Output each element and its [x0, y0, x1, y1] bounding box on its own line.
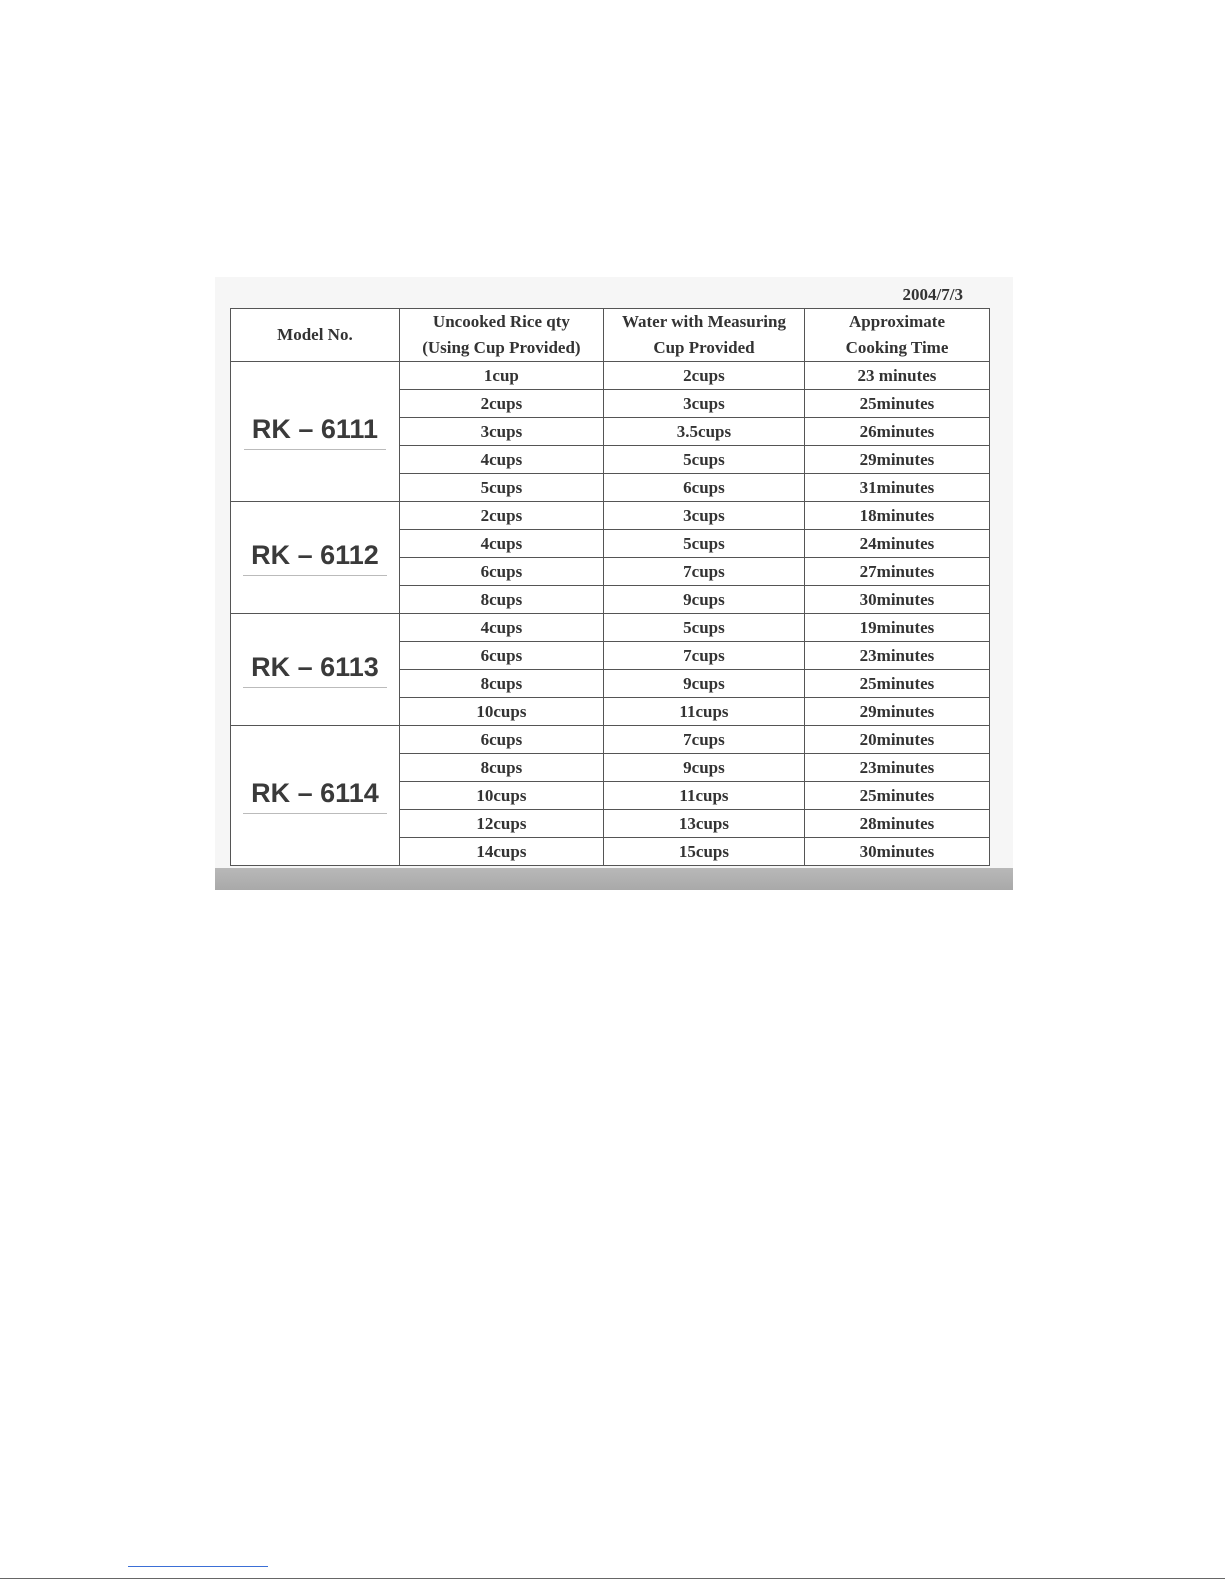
table-row — [231, 614, 990, 642]
rice-qty-cell: 4cups — [399, 614, 603, 642]
model-name: RK – 6111 — [244, 414, 386, 450]
header-cooking-time: Approximate Cooking Time — [804, 309, 989, 362]
cooking-time-cell: 26minutes — [804, 418, 989, 446]
rice-qty-cell: 4cups — [399, 446, 603, 474]
scanned-table-image — [215, 277, 1013, 890]
water-qty-cell: 2cups — [603, 362, 804, 390]
rice-qty-cell: 12cups — [399, 810, 603, 838]
cooking-chart-table — [230, 308, 990, 866]
rice-qty-cell: 10cups — [399, 698, 603, 726]
cooking-time-cell: 25minutes — [804, 390, 989, 418]
model-name: RK – 6114 — [243, 778, 387, 814]
footnote-separator — [128, 1566, 268, 1567]
cooking-time-cell: 25minutes — [804, 670, 989, 698]
rice-qty-cell: 1cup — [399, 362, 603, 390]
rice-qty-cell: 8cups — [399, 586, 603, 614]
cooking-time-cell: 28minutes — [804, 810, 989, 838]
header-row — [231, 309, 990, 362]
cooking-time-cell: 27minutes — [804, 558, 989, 586]
rice-qty-cell: 6cups — [399, 558, 603, 586]
header-uncooked-rice: Uncooked Rice qty (Using Cup Provided) — [399, 309, 603, 362]
model-cell — [231, 726, 400, 866]
scan-edge-band — [215, 868, 1013, 890]
cooking-time-cell: 23 minutes — [804, 362, 989, 390]
rice-qty-cell: 14cups — [399, 838, 603, 866]
rice-qty-cell: 2cups — [399, 502, 603, 530]
model-cell — [231, 614, 400, 726]
cooking-time-cell: 24minutes — [804, 530, 989, 558]
water-qty-cell: 9cups — [603, 670, 804, 698]
cooking-time-cell: 23minutes — [804, 642, 989, 670]
rice-qty-cell: 8cups — [399, 754, 603, 782]
cooking-time-cell: 25minutes — [804, 782, 989, 810]
header-water: Water with Measuring Cup Provided — [603, 309, 804, 362]
cooking-time-cell: 30minutes — [804, 586, 989, 614]
cooking-time-cell: 29minutes — [804, 698, 989, 726]
rice-qty-cell: 2cups — [399, 390, 603, 418]
model-name: RK – 6112 — [243, 540, 387, 576]
water-qty-cell: 13cups — [603, 810, 804, 838]
cooking-time-cell: 19minutes — [804, 614, 989, 642]
rice-qty-cell: 10cups — [399, 782, 603, 810]
water-qty-cell: 6cups — [603, 474, 804, 502]
rice-qty-cell: 4cups — [399, 530, 603, 558]
water-qty-cell: 3cups — [603, 390, 804, 418]
water-qty-cell: 3cups — [603, 502, 804, 530]
cooking-time-cell: 18minutes — [804, 502, 989, 530]
cooking-time-cell: 30minutes — [804, 838, 989, 866]
rice-qty-cell: 3cups — [399, 418, 603, 446]
rice-qty-cell: 6cups — [399, 726, 603, 754]
water-qty-cell: 7cups — [603, 642, 804, 670]
water-qty-cell: 9cups — [603, 586, 804, 614]
water-qty-cell: 11cups — [603, 698, 804, 726]
water-qty-cell: 9cups — [603, 754, 804, 782]
rice-qty-cell: 6cups — [399, 642, 603, 670]
water-qty-cell: 5cups — [603, 446, 804, 474]
chart-body — [231, 362, 990, 866]
water-qty-cell: 7cups — [603, 558, 804, 586]
rice-qty-cell: 5cups — [399, 474, 603, 502]
model-name: RK – 6113 — [243, 652, 387, 688]
water-qty-cell: 11cups — [603, 782, 804, 810]
water-qty-cell: 5cups — [603, 614, 804, 642]
water-qty-cell: 7cups — [603, 726, 804, 754]
water-qty-cell: 15cups — [603, 838, 804, 866]
water-qty-cell: 3.5cups — [603, 418, 804, 446]
table-row — [231, 502, 990, 530]
page-bottom-rule — [0, 1578, 1225, 1579]
header-model: Model No. — [231, 309, 400, 362]
cooking-time-cell: 23minutes — [804, 754, 989, 782]
table-row — [231, 362, 990, 390]
document-date: 2004/7/3 — [902, 285, 963, 304]
model-cell — [231, 362, 400, 502]
cooking-time-cell: 20minutes — [804, 726, 989, 754]
rice-qty-cell: 8cups — [399, 670, 603, 698]
cooking-time-cell: 31minutes — [804, 474, 989, 502]
table-row — [231, 726, 990, 754]
cooking-time-cell: 29minutes — [804, 446, 989, 474]
model-cell — [231, 502, 400, 614]
water-qty-cell: 5cups — [603, 530, 804, 558]
